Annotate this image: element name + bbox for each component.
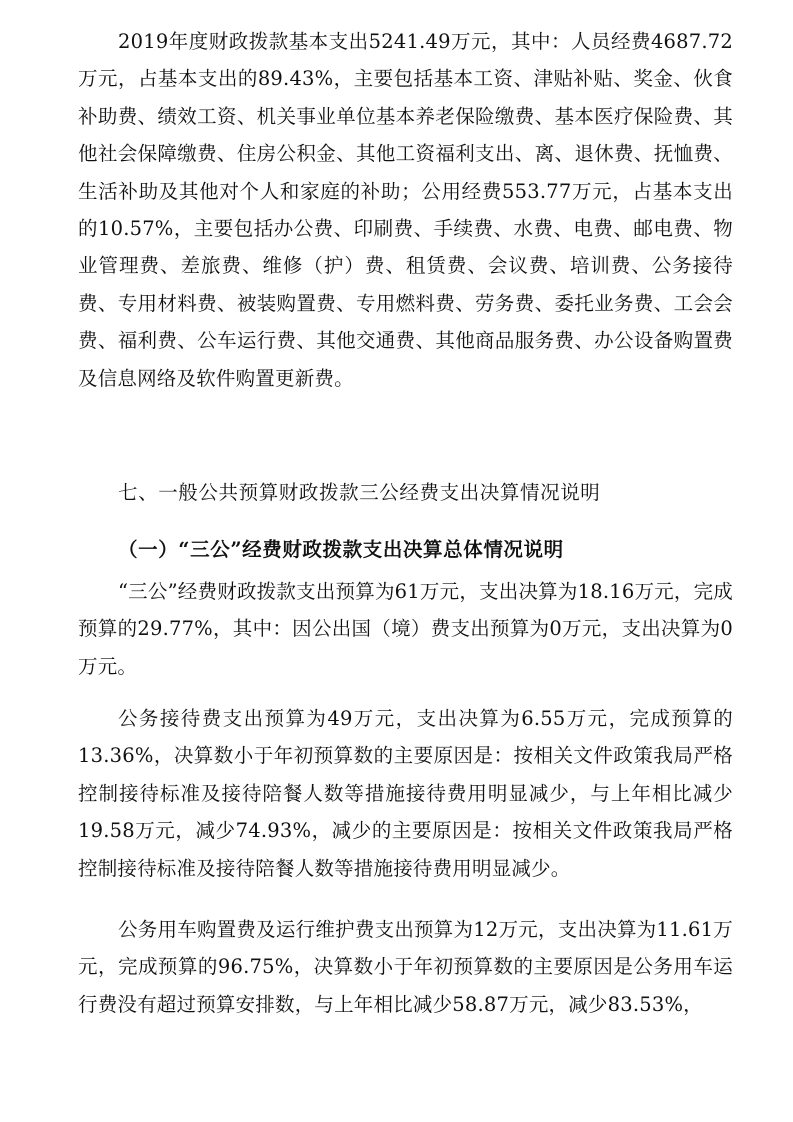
vehicle-expense-paragraph: 公务用车购置费及运行维护费支出预算为12万元，支出决算为11.61万元，完成预算的96.75%，决算数小于年初预算数的主要原因是公务用车运行费没有超过预算安排数，与上年相比减少58.87万元，减少83.53%， [78, 918, 733, 1016]
subsection-heading: （一）“三公”经费财政拨款支出决算总体情况说明 [118, 538, 564, 561]
section-heading: 七、一般公共预算财政拨款三公经费支出决算情况说明 [118, 481, 601, 504]
basic-expenditure-paragraph: 2019年度财政拨款基本支出5241.49万元，其中：人员经费4687.72万元，占基本支出的89.43%，主要包括基本工资、津贴补贴、奖金、伙食补助费、绩效工资、机关事业单位基本养老保险缴费、基本医疗保险费、其他社会保障缴费、住房公积金、其他工资福利支出、离、退休费、抚恤费、生活补助及其他对个人和家庭的补助；公用经费553.77万元，占基本支出的10.57%，主要包括办公费、印刷费、手续费、水费、电费、邮电费、物业管理费、差旅费、维修（护）费、租赁费、会议费、培训费、公务接待费、专用材料费、被装购置费、专用燃料费、劳务费、委托业务费、工会会费、福利费、公车运行费、其他交通费、其他商品服务费、办公设备购置费及信息网络及软件购置更新费。 [78, 30, 733, 390]
reception-expense-paragraph: 公务接待费支出预算为49万元，支出决算为6.55万元，完成预算的13.36%，决算数小于年初预算数的主要原因是：按相关文件政策我局严格控制接待标准及接待陪餐人数等措施接待费用明显减少，与上年相比减少19.58万元，减少74.93%，减少的主要原因是：按相关文件政策我局严格控制接待标准及接待陪餐人数等措施接待费用明显减少。 [78, 707, 733, 880]
three-public-overview-paragraph: “三公”经费财政拨款支出预算为61万元，支出决算为18.16万元，完成预算的29.77%，其中：因公出国（境）费支出预算为0万元，支出决算为0万元。 [78, 580, 733, 678]
